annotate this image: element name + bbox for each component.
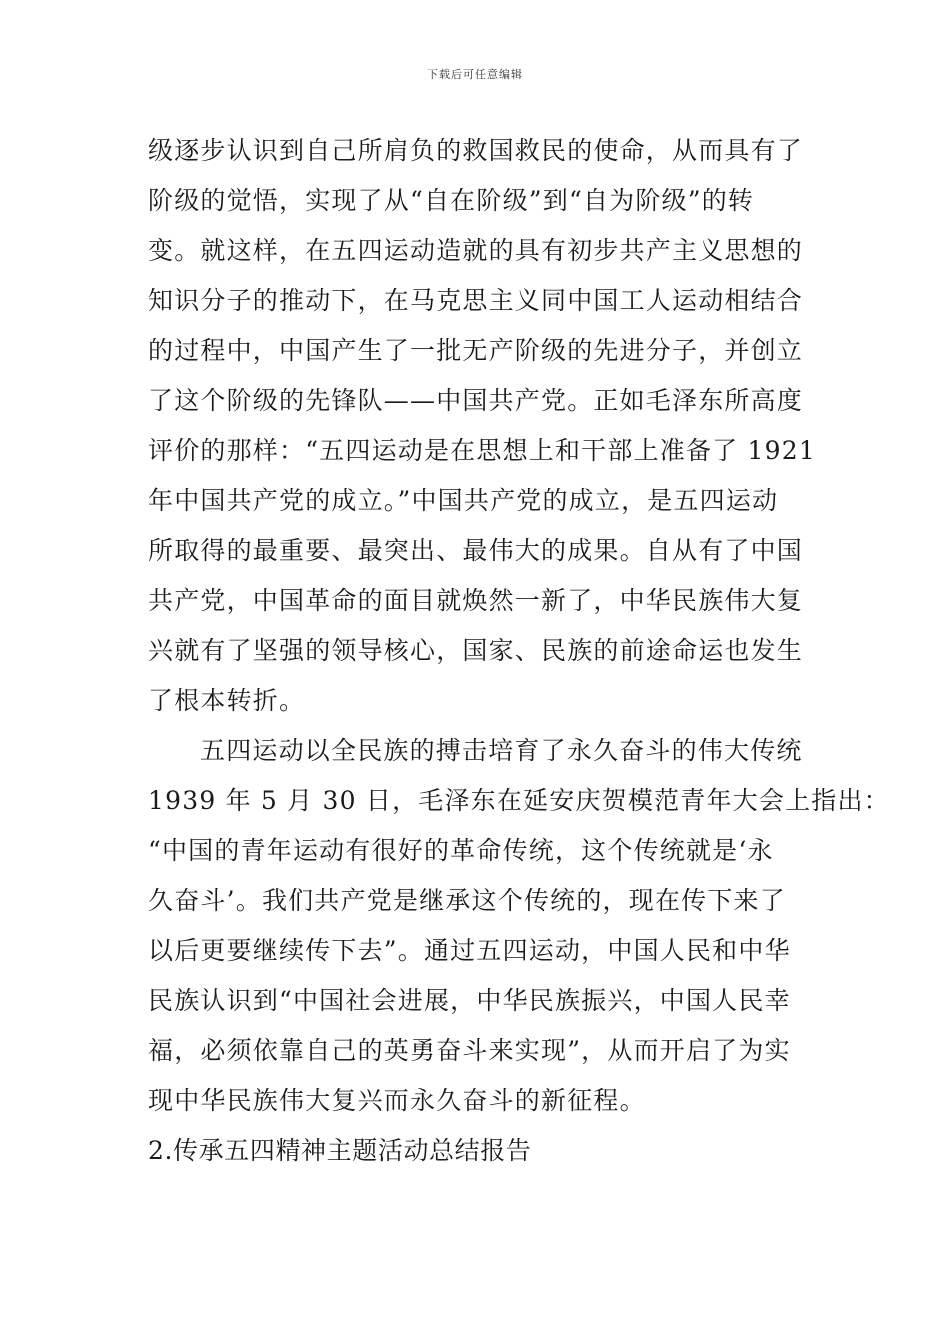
body-line: 现中华民族伟大复兴而永久奋斗的新征程。 <box>148 1086 646 1115</box>
body-line: 1939 年 5 月 30 日，毛泽东在延安庆贺模范青年大会上指出： <box>148 786 890 815</box>
body-line: 兴就有了坚强的领导核心，国家、民族的前途命运也发生 <box>148 636 804 665</box>
body-line: 以后更要继续传下去”。通过五四运动，中国人民和中华 <box>148 936 791 965</box>
body-line: 福，必须依靠自己的英勇奋斗来实现”，从而开启了为实 <box>148 1036 791 1065</box>
body-line: 评价的那样：“五四运动是在思想上和干部上准备了 1921 <box>148 436 816 465</box>
paragraph-first-line: 五四运动以全民族的搏击培育了永久奋斗的伟大传统 <box>200 736 803 765</box>
body-line: 所取得的最重要、最突出、最伟大的成果。自从有了中国 <box>148 536 804 565</box>
header-note: 下载后可任意编辑 <box>427 68 523 81</box>
body-line: 级逐步认识到自己所肩负的救国救民的使命，从而具有了 <box>148 136 804 165</box>
body-line: 久奋斗’。我们共产党是继承这个传统的，现在传下来了 <box>148 886 786 915</box>
body-line: “中国的青年运动有很好的革命传统，这个传统就是‘永 <box>148 836 774 865</box>
body-line: 年中国共产党的成立。”中国共产党的成立，是五四运动 <box>148 486 779 515</box>
section-heading: 2.传承五四精神主题活动总结报告 <box>148 1136 532 1165</box>
body-line: 共产党，中国革命的面目就焕然一新了，中华民族伟大复 <box>148 586 804 615</box>
document-body <box>148 126 890 1176</box>
body-line: 了这个阶级的先锋队——中国共产党。正如毛泽东所高度 <box>148 386 804 415</box>
body-line: 的过程中，中国产生了一批无产阶级的先进分子，并创立 <box>148 336 804 365</box>
body-line: 变。就这样，在五四运动造就的具有初步共产主义思想的 <box>148 236 804 265</box>
body-line: 阶级的觉悟，实现了从“自在阶级”到“自为阶级”的转 <box>148 186 755 215</box>
body-line: 知识分子的推动下，在马克思主义同中国工人运动相结合 <box>148 286 804 315</box>
body-line: 民族认识到“中国社会进展，中华民族振兴，中国人民幸 <box>148 986 791 1015</box>
body-line: 了根本转折。 <box>148 686 306 715</box>
